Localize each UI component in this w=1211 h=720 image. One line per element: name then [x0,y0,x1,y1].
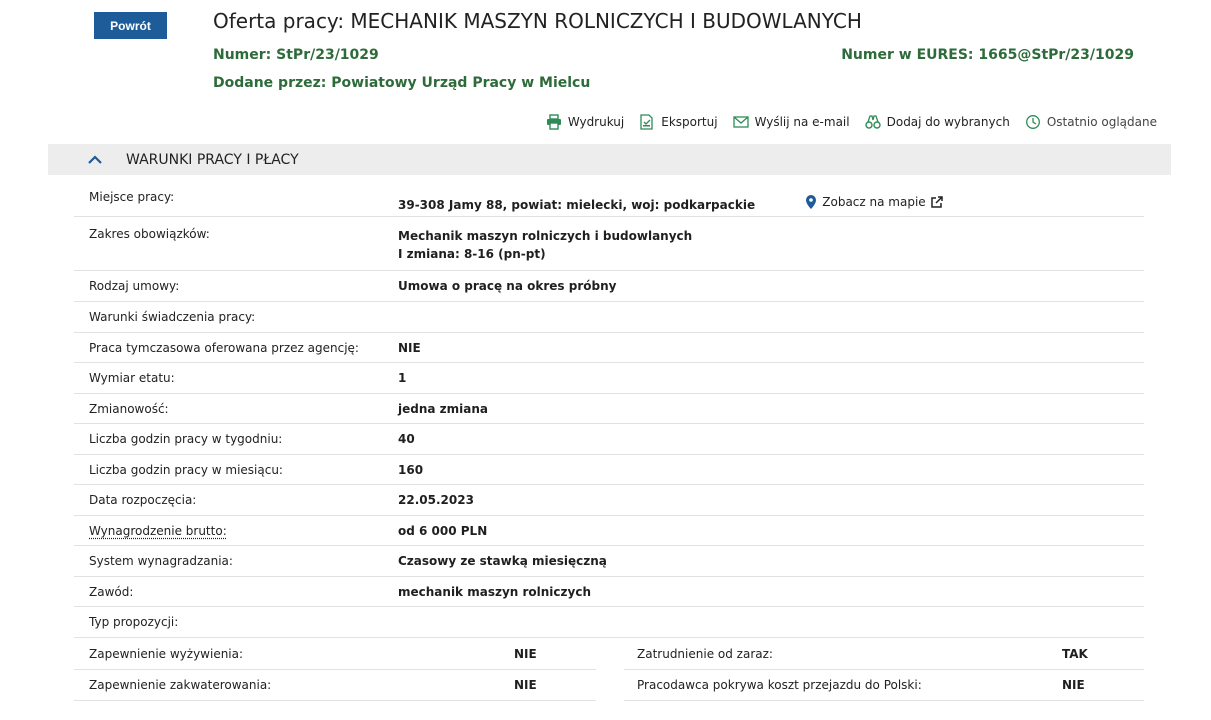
added-by-value: Powiatowy Urząd Pracy w Mielcu [331,75,591,91]
export-action[interactable] [639,114,717,130]
row-label: Zmianowość: [89,401,169,416]
print-action[interactable] [546,114,624,130]
table-row [74,516,1144,546]
row-label: Warunki świadczenia pracy: [89,310,256,324]
row-label: Miejsce pracy: [89,190,175,204]
map-pin-icon [805,195,817,209]
favorite-action[interactable] [865,114,1010,130]
benefits-left-column [74,639,596,701]
row-label: Liczba godzin pracy w tygodniu: [89,432,283,446]
row-label: Data rozpoczęcia: [89,493,197,507]
duties-line-1: Mechanik maszyn rolniczych i budowlanych [398,229,693,243]
table-row [74,424,1144,455]
table-row [74,546,1144,577]
table-row [74,670,596,701]
recent-label: Ostatnio oglądane [1046,115,1157,129]
row-value: NIE [514,647,537,661]
row-value: NIE [514,678,537,692]
email-action[interactable] [733,114,850,130]
table-row [624,639,1144,670]
row-value: 160 [398,462,424,477]
chevron-up-icon [87,152,103,168]
offer-number-label: Numer: [213,47,272,63]
map-link-label: Zobacz na mapie [822,195,926,209]
row-label: Rodzaj umowy: [89,279,180,293]
map-link[interactable] [805,193,942,211]
table-row [74,639,596,670]
row-value: 1 [398,371,407,385]
row-label: Zatrudnienie od zaraz: [637,647,773,661]
action-toolbar [546,114,1157,130]
row-value: mechanik maszyn rolniczych [398,584,591,599]
section-title: WARUNKI PRACY I PŁACY [126,151,299,168]
row-label: Liczba godzin pracy w miesiącu: [89,462,283,477]
eures-number-label: Numer w EURES: [841,47,974,63]
offer-number-value: StPr/23/1029 [276,47,379,63]
row-value: NIE [1062,678,1085,692]
added-by-label: Dodane przez: [213,75,327,91]
table-row [74,485,1144,516]
eures-number-value: 1665@StPr/23/1029 [978,47,1134,63]
page-title: Oferta pracy: MECHANIK MASZYN ROLNICZYCH I BUDOWLANYCH [213,9,862,33]
row-label: Typ propozycji: [89,615,179,629]
table-row [74,363,1144,394]
printer-icon [546,114,562,130]
email-label: Wyślij na e-mail [754,115,850,129]
row-label: Zakres obowiązków: [89,227,210,241]
row-label: Praca tymczasowa oferowana przez agencję: [89,340,359,355]
export-label: Eksportuj [661,115,718,129]
row-value: Czasowy ze stawką miesięczną [398,554,607,568]
table-row [74,607,1144,638]
row-value: TAK [1062,647,1088,661]
row-label: System wynagradzania: [89,554,233,568]
table-row [74,455,1144,485]
favorite-label: Dodaj do wybranych [886,115,1010,129]
table-row [74,217,1144,271]
table-row [74,302,1144,333]
salary-label-tooltip[interactable]: Wynagrodzenie brutto: [89,523,227,538]
recent-action[interactable] [1025,114,1157,130]
row-value [398,227,1144,270]
row-value: jedna zmiana [398,401,488,416]
external-link-icon [931,196,943,208]
clock-icon [1025,114,1041,130]
row-label: Zapewnienie wyżywienia: [89,647,244,661]
table-row [74,181,1144,217]
benefits-right-column [624,639,1144,701]
table-row [624,670,1144,701]
table-row [74,577,1144,607]
location-value: 39-308 Jamy 88, powiat: mielecki, woj: podkarpackie [398,198,756,212]
row-value: Umowa o pracę na okres próbny [398,279,617,293]
offer-number [213,47,379,63]
row-value: od 6 000 PLN [398,523,488,538]
added-by [213,75,590,91]
benefits-grid [74,639,1144,701]
row-value: 40 [398,432,415,446]
export-icon [639,114,655,130]
row-label: Pracodawca pokrywa koszt przejazdu do Polski: [637,678,922,692]
table-row [74,394,1144,424]
row-value: NIE [398,340,421,355]
eures-number [841,47,1134,63]
duties-line-2: I zmiana: 8-16 (pn-pt) [398,247,546,261]
row-label: Wymiar etatu: [89,371,175,385]
table-row [74,333,1144,363]
envelope-icon [733,114,749,130]
row-value: 22.05.2023 [398,493,474,507]
conditions-table [74,181,1144,638]
row-value [398,193,1144,214]
back-button[interactable]: Powrót [94,12,167,39]
table-row [74,271,1144,302]
print-label: Wydrukuj [567,115,625,129]
row-label: Zawód: [89,584,134,599]
row-label: Zapewnienie zakwaterowania: [89,678,272,692]
binoculars-icon [865,114,881,130]
section-toggle-work-conditions[interactable] [48,144,1171,175]
